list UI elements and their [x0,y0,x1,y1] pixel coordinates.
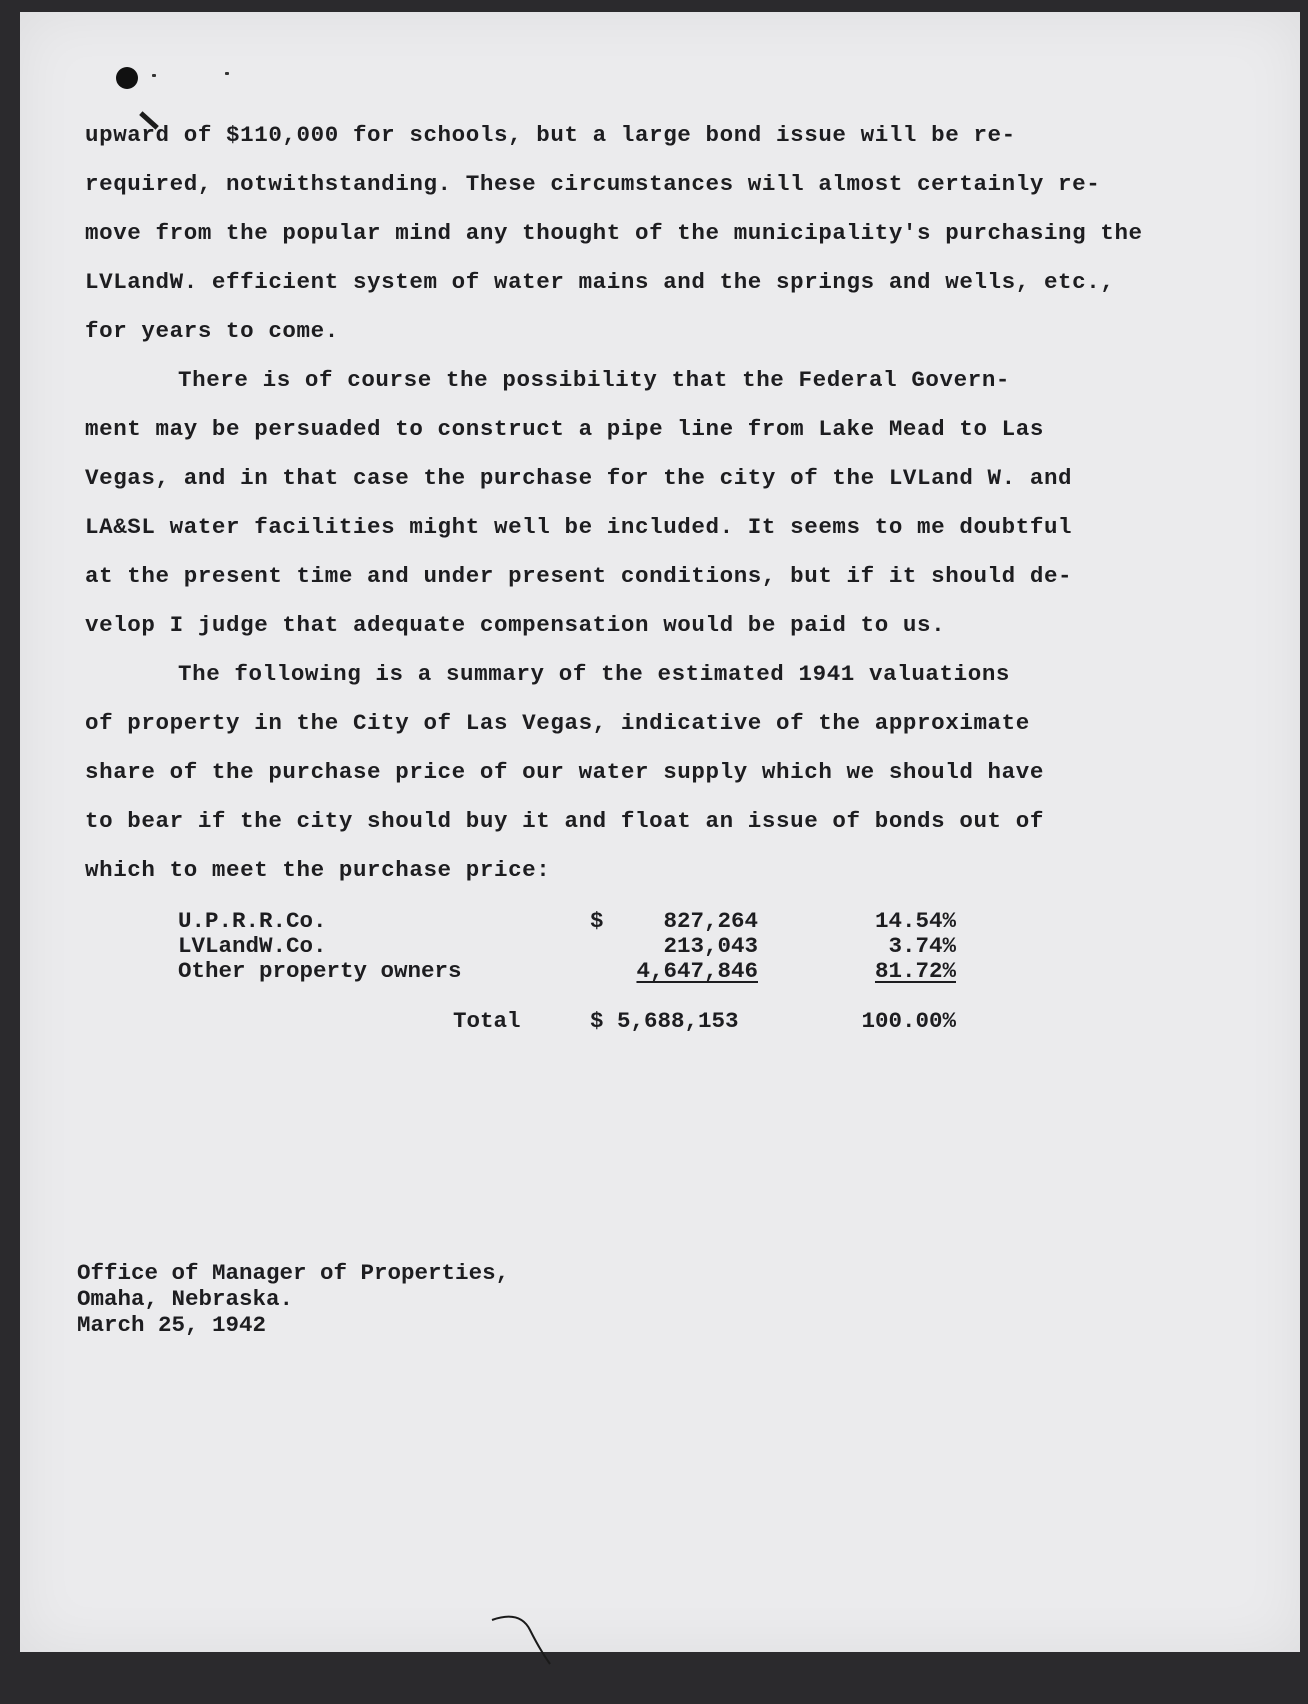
document-page [20,12,1300,1652]
total-amount: $ 5,688,153 [590,1008,739,1034]
ink-speck [225,72,229,75]
body-line: ment may be persuaded to construct a pipe line from Lake Mead to Las [85,416,1044,442]
table-row-label: Other property owners [178,958,462,984]
ink-speck [152,74,156,77]
body-line: to bear if the city should buy it and float an issue of bonds out of [85,808,1044,834]
table-row-label: LVLandW.Co. [178,933,327,959]
body-line: at the present time and under present conditions, but if it should de- [85,563,1073,589]
currency-symbol: $ [590,908,604,934]
footer-office: Office of Manager of Properties, [77,1260,510,1286]
table-row-percent: 14.54% [874,908,956,934]
ink-stroke [490,1612,560,1672]
body-line: Vegas, and in that case the purchase for the city of the LVLand W. and [85,465,1073,491]
body-line: There is of course the possibility that the Federal Govern- [178,367,1011,393]
table-row-amount: 4,647,846 [636,958,758,984]
body-line: LA&SL water facilities might well be included. It seems to me doubtful [85,514,1073,540]
body-line: velop I judge that adequate compensation would be paid to us. [85,612,946,638]
body-line: share of the purchase price of our water supply which we should have [85,759,1044,785]
punch-hole [116,67,138,89]
table-row-amount: 213,043 [663,933,758,959]
body-line: required, notwithstanding. These circumstances will almost certainly re- [85,171,1101,197]
body-line: The following is a summary of the estimated 1941 valuations [178,661,1011,687]
body-line: upward of $110,000 for schools, but a large bond issue will be re- [85,122,1016,148]
body-line: move from the popular mind any thought of the municipality's purchasing the [85,220,1143,246]
total-percent: 100.00% [861,1008,956,1034]
body-line: of property in the City of Las Vegas, indicative of the approximate [85,710,1030,736]
total-label: Total [453,1008,521,1034]
body-line: LVLandW. efficient system of water mains and the springs and wells, etc., [85,269,1115,295]
footer-location: Omaha, Nebraska. [77,1286,294,1312]
body-line: which to meet the purchase price: [85,857,551,883]
table-row-amount: 827,264 [663,908,758,934]
table-row-percent: 3.74% [888,933,956,959]
footer-date: March 25, 1942 [77,1312,267,1338]
table-row-percent: 81.72% [874,958,956,984]
table-row-label: U.P.R.R.Co. [178,908,327,934]
body-line: for years to come. [85,318,339,344]
